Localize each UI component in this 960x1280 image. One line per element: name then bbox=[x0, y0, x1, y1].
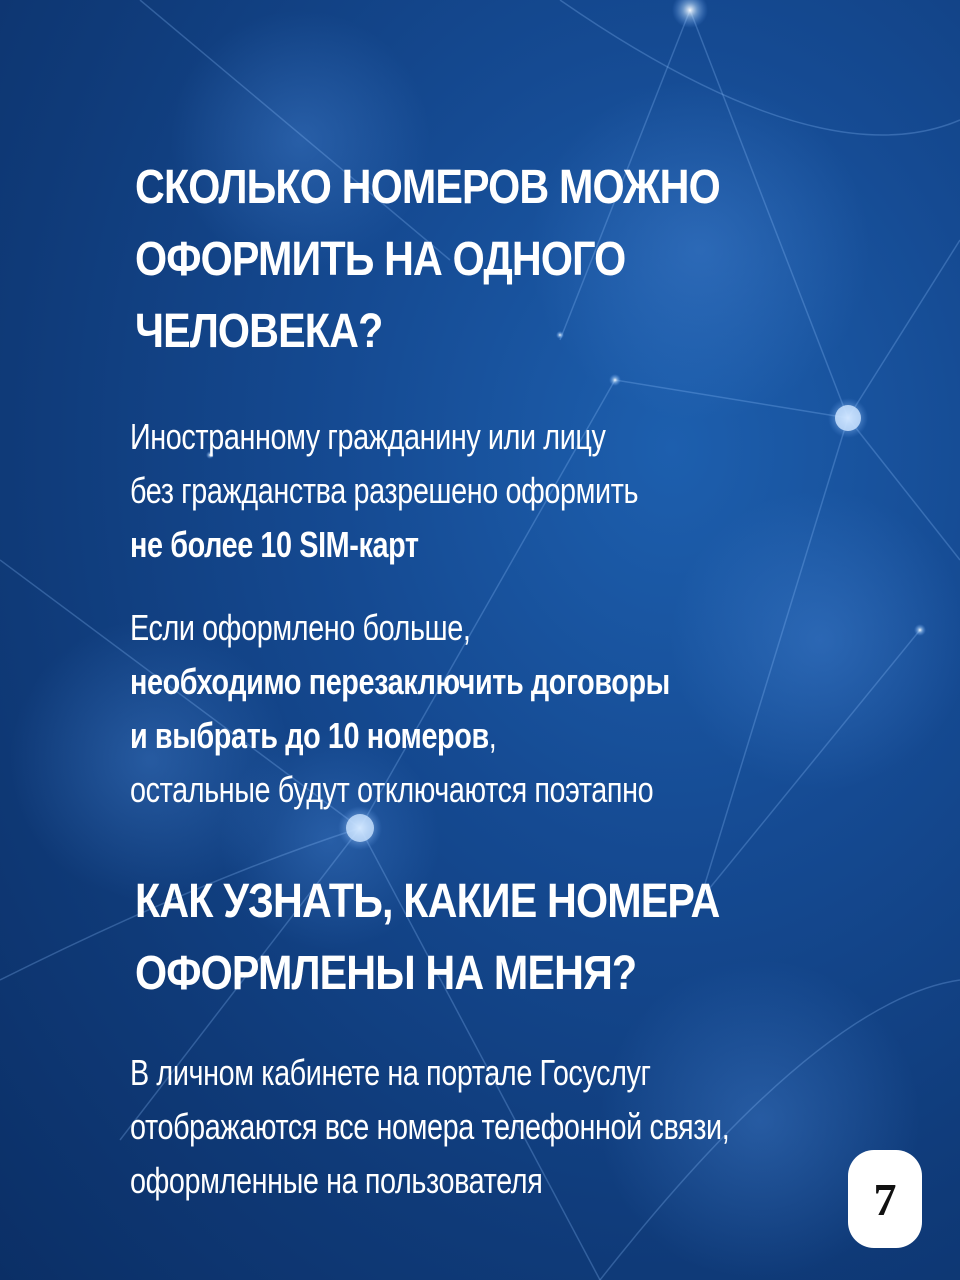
section1-paragraph-limit bbox=[130, 410, 638, 572]
paragraph-line bbox=[130, 709, 670, 763]
section2-paragraph bbox=[130, 1046, 729, 1208]
section2-title-line: КАК УЗНАТЬ, КАКИЕ НОМЕРА bbox=[135, 875, 720, 928]
paragraph-line-bold: не более 10 SIM-карт bbox=[130, 524, 419, 565]
section1-title bbox=[135, 152, 720, 368]
section2-title-line: ОФОРМЛЕНЫ НА МЕНЯ? bbox=[135, 947, 637, 1000]
paragraph-line: без гражданства разрешено оформить bbox=[130, 470, 639, 511]
page-number-badge: 7 bbox=[848, 1150, 922, 1248]
paragraph-line: В личном кабинете на портале Госуслуг bbox=[130, 1052, 651, 1093]
section1-title-line: СКОЛЬКО НОМЕРОВ МОЖНО bbox=[135, 161, 720, 214]
paragraph-line: остальные будут отключаются поэтапно bbox=[130, 769, 654, 810]
paragraph-line-bold: необходимо перезаключить договоры bbox=[130, 661, 670, 702]
paragraph-line: Иностранному гражданину или лицу bbox=[130, 416, 606, 457]
section1-paragraph-excess bbox=[130, 601, 670, 817]
paragraph-line: оформленные на пользователя bbox=[130, 1160, 543, 1201]
paragraph-line: отображаются все номера телефонной связи, bbox=[130, 1106, 730, 1147]
paragraph-text: , bbox=[488, 715, 497, 756]
section2-title bbox=[135, 866, 719, 1010]
paragraph-line: Если оформлено больше, bbox=[130, 607, 471, 648]
section1-title-line: ЧЕЛОВЕКА? bbox=[135, 305, 383, 358]
paragraph-text-bold: и выбрать до 10 номеров bbox=[130, 715, 489, 756]
section1-title-line: ОФОРМИТЬ НА ОДНОГО bbox=[135, 233, 626, 286]
